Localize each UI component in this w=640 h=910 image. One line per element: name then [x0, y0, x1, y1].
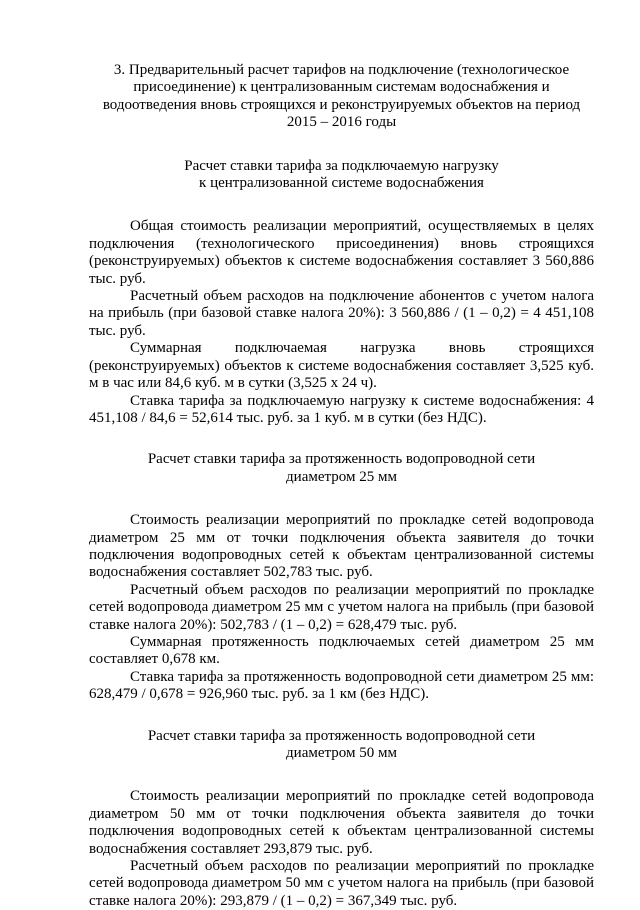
heading-line: Расчет ставки тарифа за протяженность водопроводной сети [147, 451, 536, 468]
heading-line: Расчет ставки тарифа за подключаемую нагрузку [184, 157, 499, 174]
paragraph: Суммарная протяженность подключаемых сетей диаметром 25 мм составляет 0,678 км. [89, 633, 594, 668]
heading-line: диаметром 50 мм [286, 745, 397, 761]
paragraph: Расчетный объем расходов по реализации мероприятий по прокладке сетей водопровода диаметром 50 мм с учетом налога на прибыль (при базовой ставке налога 20%): 293,879 / (1 – 0,2) = 367,349 тыс. руб. [89, 858, 594, 909]
section-heading-pipe-25 [89, 451, 594, 486]
paragraph: Расчетный объем расходов на подключение абонентов с учетом налога на прибыль (при базовой ставке налога 20%): 3 560,886 / (1 – 0,2) = 4 451,108 тыс. руб. [89, 288, 594, 339]
section-heading-pipe-50 [89, 728, 594, 763]
paragraph: Общая стоимость реализации мероприятий, осуществляемых в целях подключения (технологического присоединения) вновь строящихся (реконструируемых) объектов к системе водоснабжения составляет 3 560,886 тыс. руб. [89, 218, 594, 287]
heading-line: к централизованной системе водоснабжения [199, 175, 484, 192]
title-line: 3. Предварительный расчет тарифов на подключение (технологическое [113, 62, 570, 78]
section-heading-load [89, 158, 594, 193]
paragraph: Расчетный объем расходов по реализации мероприятий по прокладке сетей водопровода диаметром 25 мм с учетом налога на прибыль (при базовой ставке налога 20%): 502,783 / (1 – 0,2) = 628,479 тыс. руб. [89, 581, 594, 633]
paragraph: Ставка тарифа за протяженность водопроводной сети диаметром 25 мм: 628,479 / 0,678 = 926,960 тыс. руб. за 1 км (без НДС). [89, 668, 594, 703]
title-line: присоединение) к централизованным системам водоснабжения и [133, 79, 550, 96]
title-line: водоотведения вновь строящихся и реконструируемых объектов на период [102, 96, 581, 113]
heading-line: Расчет ставки тарифа за протяженность водопроводной сети [147, 727, 536, 744]
heading-line: диаметром 25 мм [286, 468, 397, 485]
paragraph: Стоимость реализации мероприятий по прокладке сетей водопровода диаметром 50 мм от точки подключения объекта заявителя до точки подключения водопроводных сетей к объектам централизованной системы водоснабжения составляет 293,879 тыс. руб. [89, 788, 594, 857]
paragraph: Ставка тарифа за подключаемую нагрузку к системе водоснабжения: 4 451,108 / 84,6 = 52,614 тыс. руб. за 1 куб. м в сутки (без НДС). [89, 392, 594, 426]
paragraph: Стоимость реализации мероприятий по прокладке сетей водопровода диаметром 25 мм от точки подключения объекта заявителя до точки подключения водопроводных сетей к объектам централизованной системы водоснабжения составляет 502,783 тыс. руб. [89, 512, 594, 581]
document-title [89, 62, 594, 132]
paragraph: Суммарная подключаемая нагрузка вновь строящихся (реконструируемых) объектов к системе водоснабжения составляет 3,525 куб. м в час или 84,6 куб. м в сутки (3,525 х 24 ч). [89, 340, 594, 392]
title-line: 2015 – 2016 годы [286, 114, 397, 131]
